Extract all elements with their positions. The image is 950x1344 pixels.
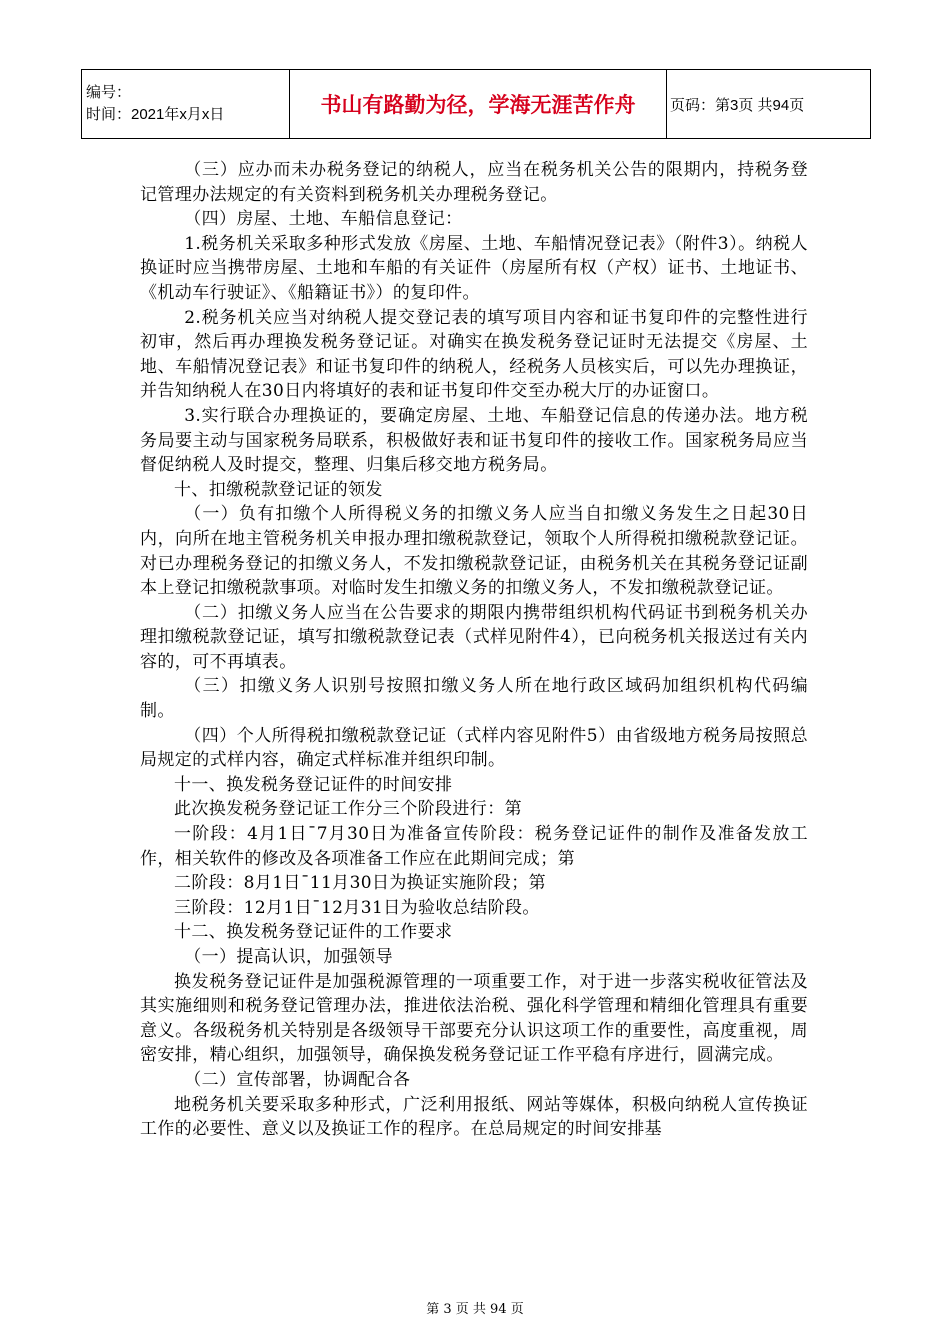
paragraph: （三）扣缴义务人识别号按照扣缴义务人所在地行政区域码加组织机构代码编制。 <box>140 676 808 722</box>
time-label: 时间：2021年x月x日 <box>86 106 225 123</box>
paragraph: （四）个人所得税扣缴税款登记证（式样内容见附件5）由省级地方税务局按照总局规定的式样内容，确定式样标准并组织印制。 <box>140 725 808 771</box>
subsection-heading: （一）提高认识，加强领导 <box>184 947 393 967</box>
paragraph: 2.税务机关应当对纳税人提交登记表的填写项目内容和证书复印件的完整性进行初审，然后再办理换发税务登记证。对确实在换发税务登记证时无法提交《房屋、土地、车船情况登记表》和证书复印件的纳税人，经税务人员核实后，可以先办理换证，并告知纳税人在30日内将填好的表和证书复印件交至办税大厅的办证窗口。 <box>140 307 808 402</box>
page-footer: 第 3 页 共 94 页 <box>426 1302 524 1317</box>
header-meta <box>82 70 290 139</box>
paragraph: （一）负有扣缴个人所得税义务的扣缴义务人应当自扣缴义务发生之日起30日内，向所在地主管税务机关申报办理扣缴税款登记，领取个人所得税扣缴税款登记证。对已办理税务登记的扣缴义务人，不发扣缴税款登记证，由税务机关在其税务登记证副本上登记扣缴税款事项。对临时发生扣缴义务的扣缴义务人，不发扣缴税款登记证。 <box>140 504 808 599</box>
paragraph: 二阶段：8月1日¯11月30日为换证实施阶段；第 <box>174 873 546 894</box>
header-motto: 书山有路勤为径，学海无涯苦作舟 <box>290 70 667 139</box>
paragraph: 1.税务机关采取多种形式发放《房屋、土地、车船情况登记表》（附件3）。纳税人换证时应当携带房屋、土地和车船的有关证件（房屋所有权（产权）证书、土地证书、《机动车行驶证》、《船籍证书》）的复印件。 <box>140 233 808 303</box>
paragraph: （二）扣缴义务人应当在公告要求的期限内携带组织机构代码证书到税务机关办理扣缴税款登记证，填写扣缴税款登记表（式样见附件4），已向税务机关报送过有关内容的，可不再填表。 <box>140 602 808 672</box>
document-header <box>81 69 871 139</box>
section-heading: 十一、换发税务登记证件的时间安排 <box>174 774 453 795</box>
paragraph: （三）应办而未办税务登记的纳税人，应当在税务机关公告的限期内，持税务登记管理办法规定的有关资料到税务机关办理税务登记。 <box>140 160 808 205</box>
paragraph: （四）房屋、土地、车船信息登记： <box>184 209 463 230</box>
section-heading: 十、扣缴税款登记证的领发 <box>174 479 383 500</box>
paragraph: 地税务机关要采取多种形式，广泛利用报纸、网站等媒体，积极向纳税人宣传换证工作的必要性、意义以及换证工作的程序。在总局规定的时间安排基 <box>140 1094 808 1140</box>
header-page-info: 页码：第3页 共94页 <box>667 70 871 139</box>
document-body <box>140 158 808 1142</box>
paragraph: 一阶段：4月1日¯7月30日为准备宣传阶段：税务登记证件的制作及准备发放工作，相关软件的修改及各项准备工作应在此期间完成；第 <box>140 824 808 869</box>
subsection-heading: （二）宣传部署，协调配合各 <box>184 1069 411 1090</box>
number-label: 编号： <box>86 84 132 101</box>
paragraph: 此次换发税务登记证工作分三个阶段进行：第 <box>174 799 522 820</box>
paragraph: 3.实行联合办理换证的，要确定房屋、土地、车船登记信息的传递办法。地方税务局要主动与国家税务局联系，积极做好表和证书复印件的接收工作。国家税务局应当督促纳税人及时提交，整理、归集后移交地方税务局。 <box>140 405 808 476</box>
paragraph: 换发税务登记证件是加强税源管理的一项重要工作，对于进一步落实税收征管法及其实施细则和税务登记管理办法，推进依法治税、强化科学管理和精细化管理具有重要意义。各级税务机关特别是各级领导干部要充分认识这项工作的重要性，高度重视，周密安排，精心组织，加强领导，确保换发税务登记证工作平稳有序进行，圆满完成。 <box>140 971 808 1066</box>
paragraph: 三阶段：12月1日¯12月31日为验收总结阶段。 <box>174 897 540 918</box>
section-heading: 十二、换发税务登记证件的工作要求 <box>174 922 453 943</box>
